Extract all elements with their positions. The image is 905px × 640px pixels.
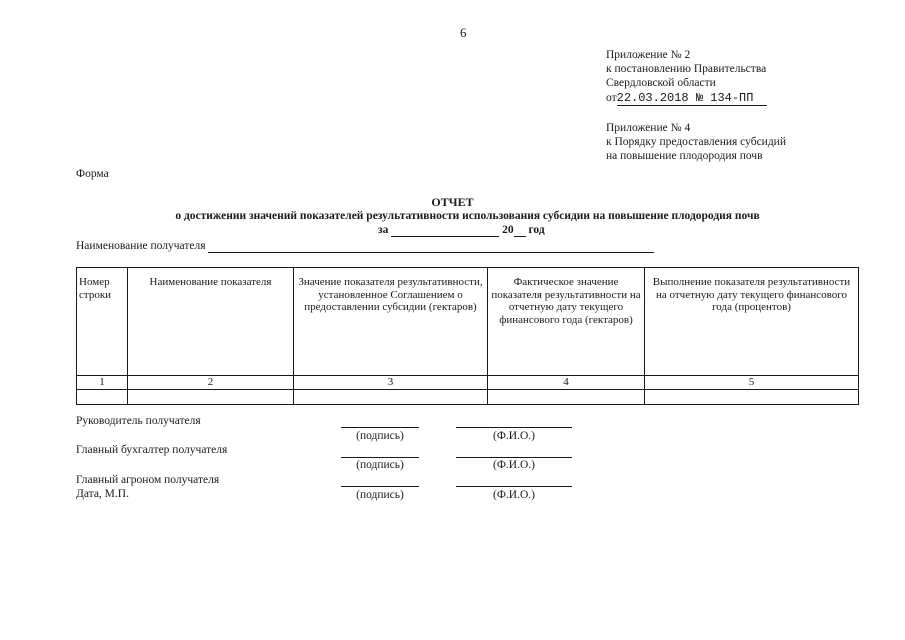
appendix-main-date-number: 22.03.2018 № 134-ПП (617, 91, 768, 106)
header-row-number: Номер строки (77, 268, 128, 376)
appendix-main-line3: Свердловской области (606, 77, 716, 90)
appendix-main-line2: к постановлению Правительства (606, 63, 767, 76)
column-number-3: 3 (294, 376, 488, 390)
agronomist-signature-caption: (подпись) (356, 489, 404, 501)
table-cell (645, 390, 859, 405)
form-label: Форма (76, 168, 109, 180)
recipient-row (76, 239, 654, 253)
header-indicator-name: Наименование показателя (128, 268, 294, 376)
appendix-main-block (606, 48, 767, 106)
accountant-label: Главный бухгалтер получателя (76, 444, 228, 456)
table-row (77, 390, 859, 405)
appendix-main-line1: Приложение № 2 (606, 49, 691, 61)
column-number-4: 4 (488, 376, 645, 390)
recipient-blank (208, 252, 654, 253)
report-subtitle: о достижении значений показателей результативности использования субсидии на повышение плодородия почв (175, 210, 760, 222)
accountant-signature-caption: (подпись) (356, 459, 404, 471)
head-signature-line (341, 427, 419, 428)
header-planned-value: Значение показателя результативности, установленное Соглашением о предоставлении субсидии (гектаров) (294, 268, 488, 376)
period-date-blank (391, 236, 499, 237)
table-header-row (77, 268, 859, 376)
period-prefix: за (378, 224, 389, 236)
appendix-sub-line3: на повышение плодородия почв (606, 150, 763, 163)
appendix-sub-block (606, 121, 786, 164)
appendix-sub-line1: Приложение № 4 (606, 122, 691, 134)
accountant-name-caption: (Ф.И.О.) (493, 459, 535, 471)
agronomist-name-caption: (Ф.И.О.) (493, 489, 535, 501)
header-actual-value: Фактическое значение показателя результативности на отчетную дату текущего финансового года (гектаров) (488, 268, 645, 376)
period-year-prefix: 20 (502, 224, 514, 236)
column-number-1: 1 (77, 376, 128, 390)
table-number-row (77, 376, 859, 390)
agronomist-name-line (456, 486, 572, 487)
period-year-blank (514, 236, 526, 237)
appendix-sub-line2: к Порядку предоставления субсидий (606, 136, 786, 149)
table-cell (77, 390, 128, 405)
report-table (76, 267, 859, 405)
column-number-5: 5 (645, 376, 859, 390)
agronomist-label: Главный агроном получателя (76, 474, 220, 486)
head-label: Руководитель получателя (76, 415, 201, 427)
report-period (378, 223, 545, 237)
header-completion: Выполнение показателя результативности на отчетную дату текущего финансового года (процентов) (645, 268, 859, 376)
report-title: ОТЧЕТ (431, 195, 474, 209)
column-number-2: 2 (128, 376, 294, 390)
page-number: 6 (460, 25, 467, 40)
period-suffix: год (528, 224, 545, 236)
table-cell (294, 390, 488, 405)
appendix-main-date-row (606, 91, 767, 106)
table-cell (488, 390, 645, 405)
appendix-main-prefix: от (606, 91, 617, 104)
head-signature-caption: (подпись) (356, 430, 404, 442)
head-name-line (456, 427, 572, 428)
head-name-caption: (Ф.И.О.) (493, 430, 535, 442)
date-seal-label: Дата, М.П. (76, 488, 129, 500)
table-cell (128, 390, 294, 405)
agronomist-signature-line (341, 486, 419, 487)
recipient-label: Наименование получателя (76, 240, 206, 252)
